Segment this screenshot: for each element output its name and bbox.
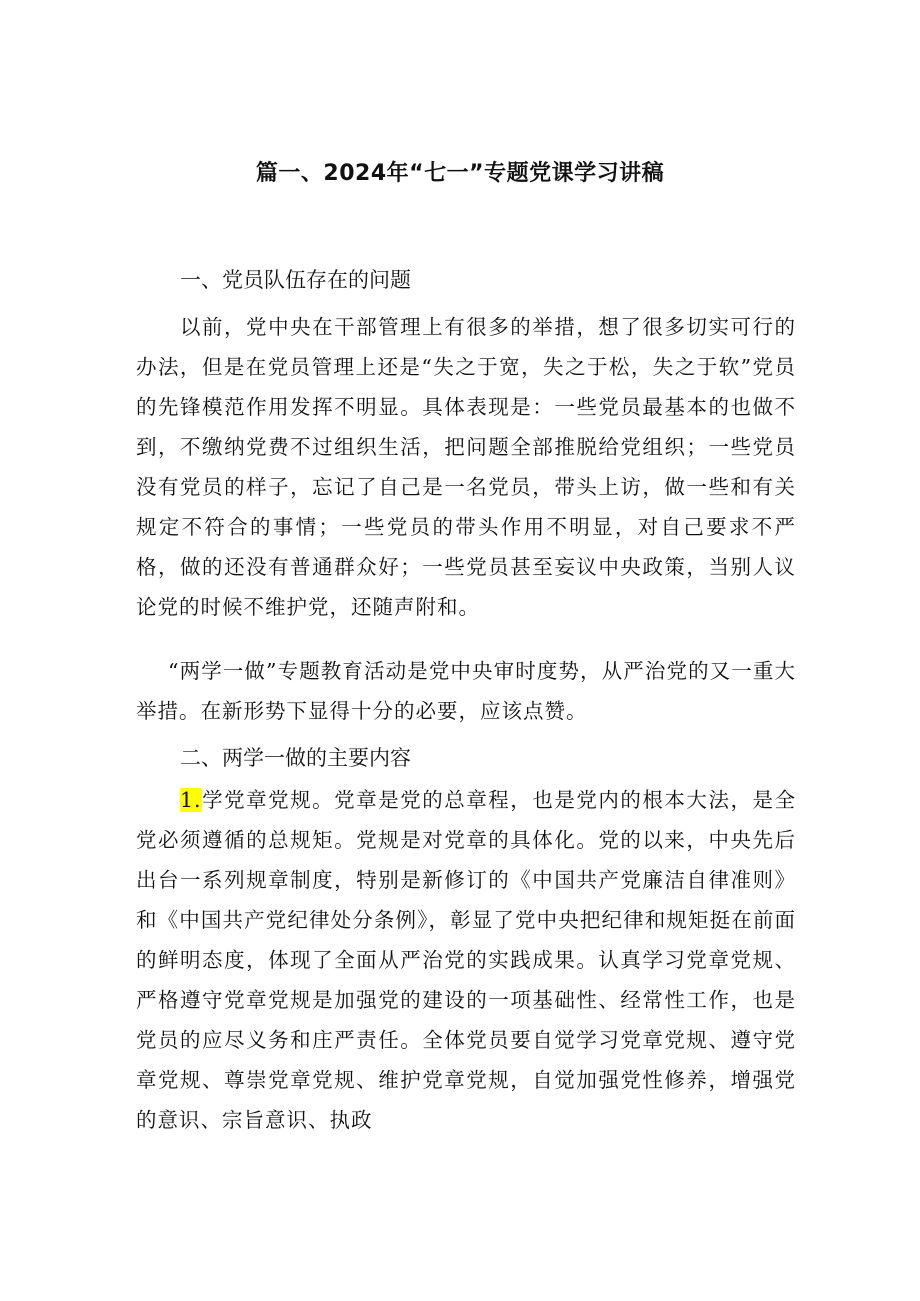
section-heading-1: 一、党员队伍存在的问题 <box>180 268 411 292</box>
section1-paragraph-1: 以前，党中央在干部管理上有很多的举措，想了很多切实可行的办法，但是在党员管理上还是“失之于宽，失之于松，失之于软”党员的先锋模范作用发挥不明显。具体表现是：一些党员最基本的也做不到，不缴纳党费不过组织生活，把问题全部推脱给党组织；一些党员没有党员的样子，忘记了自己是一名党员，带头上访，做一些和有关规定不符合的事情；一些党员的带头作用不明显，对自己要求不严格，做的还没有普通群众好；一些党员甚至妄议中央政策，当别人议论党的时候不维护党，还随声附和。 <box>136 315 796 619</box>
section2-paragraph-1 <box>136 780 796 1140</box>
document-title: 篇一、2024年“七一”专题党课学习讲稿 <box>255 161 665 186</box>
section-heading-2: 二、两学一做的主要内容 <box>180 746 411 770</box>
section2-paragraph-1-text: 学党章党规。党章是党的总章程，也是党内的根本大法，是全党必须遵循的总规矩。党规是对党章的具体化。党的以来，中央先后出台一系列规章制度，特别是新修订的《中国共产党廉洁自律准则》和《中国共产党纪律处分条例》，彰显了党中央把纪律和规矩挺在前面的鲜明态度，体现了全面从严治党的实践成果。认真学习党章党规、严格遵守党章党规是加强党的建设的一项基础性、经常性工作，也是党员的应尽义务和庄严责任。全体党员要自觉学习党章党规、遵守党章党规、尊崇党章党规、维护党章党规，自觉加强党性修养，增强党的意识、宗旨意识、执政 <box>136 788 796 1132</box>
section1-paragraph-2: “两学一做”专题教育活动是党中央审时度势，从严治党的又一重大举措。在新形势下显得十分的必要，应该点赞。 <box>136 659 796 723</box>
list-item-number-highlight: 1. <box>180 788 202 812</box>
